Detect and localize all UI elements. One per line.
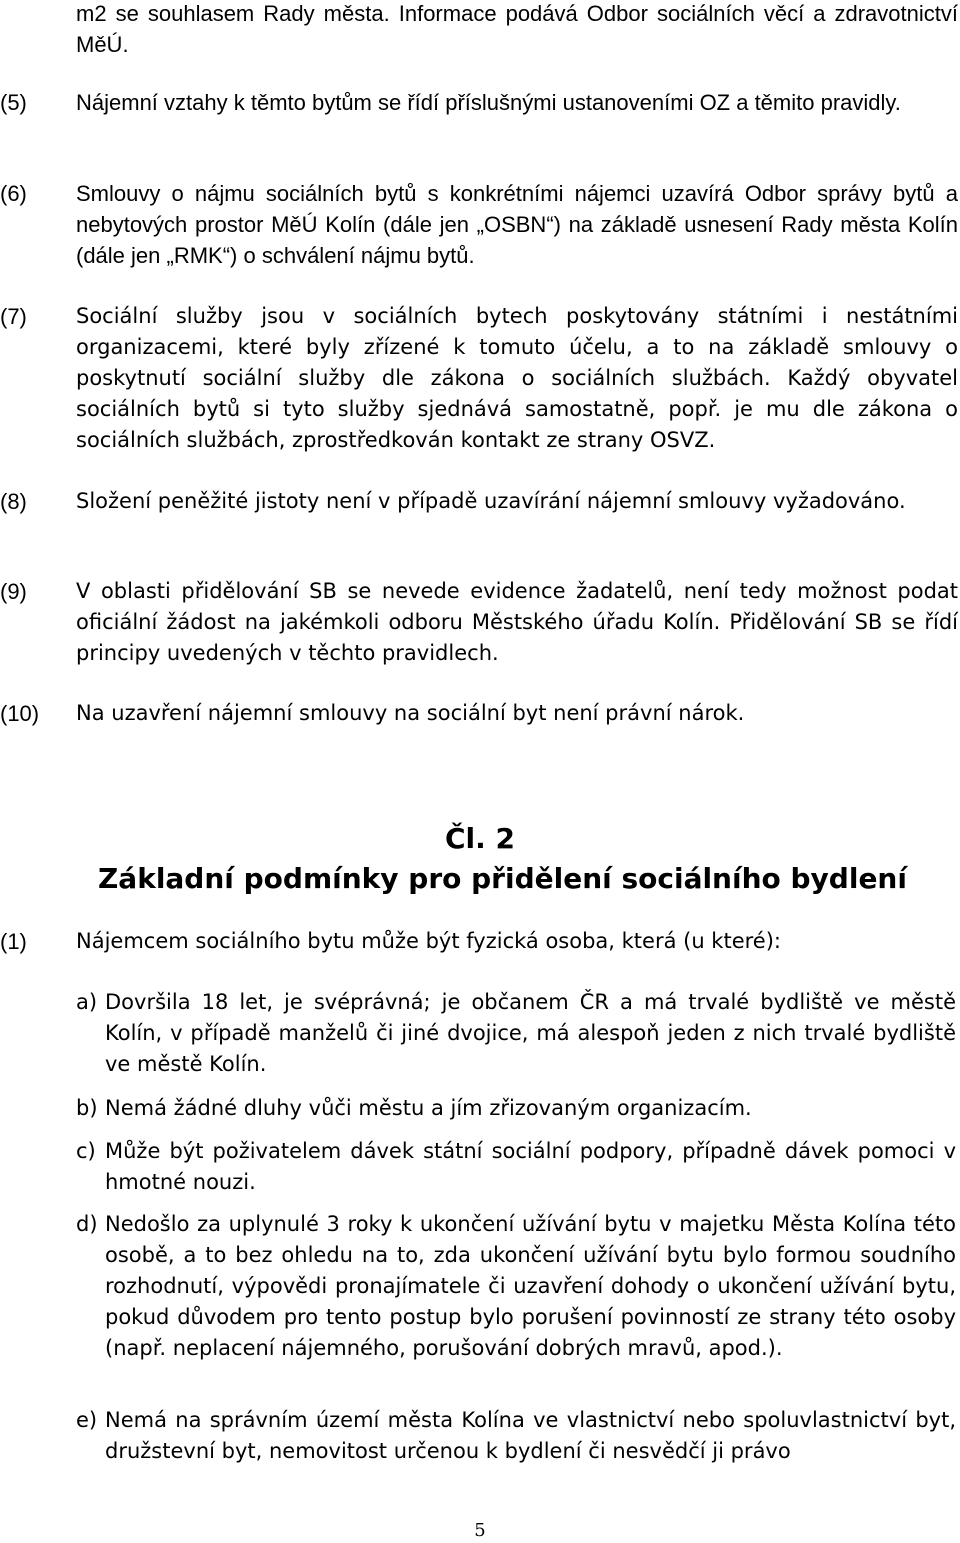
list-item-text: Nemá žádné dluhy vůči městu a jím zřizovaným organizacím. [105,1096,752,1120]
article-title: Základní podmínky pro přidělení sociálního bydlení [98,862,907,895]
paragraph-5 [0,87,960,149]
paragraph-8 [0,486,960,548]
page-number: 5 [474,1520,486,1541]
list-item-letter: d) [76,1212,98,1236]
paragraph-text: Nájemcem sociálního bytu může být fyzická osoba, která (u které): [76,929,781,953]
paragraph-text: Sociální služby jsou v sociálních bytech poskytovány státními i nestátními organizacemi, které byly zřízené k tomuto účelu, a to na základě smlouvy o poskytnutí sociální služby dle zákona o sociálních službách. Každý obyvatel sociálních bytů si tyto služby sjednává samostatně, popř. je mu dle zákona o sociálních službách, zprostředkován kontakt ze strany OSVZ. [76,304,958,452]
article-number: Čl. 2 [444,822,515,855]
paragraph-number: (1) [0,929,27,954]
list-item-letter: c) [76,1139,96,1163]
paragraph-continuation [0,0,960,62]
paragraph-9 [0,576,960,669]
paragraph-6 [0,178,960,271]
paragraph-number: (7) [0,304,27,329]
paragraph-2-1 [0,926,960,957]
paragraph-text: Složení peněžité jistoty není v případě uzavírání nájemní smlouvy vyžadováno. [76,489,906,513]
paragraph-number: (9) [0,579,27,604]
paragraph-text: V oblasti přidělování SB se nevede evidence žadatelů, není tedy možnost podat oficiální žádost na jakémkoli odboru Městského úřadu Kolín. Přidělování SB se řídí principy uvedených v těchto pravidlech. [76,579,958,665]
list-item-c [76,1136,958,1198]
paragraph-number: (5) [0,90,27,115]
list-item-text: Nemá na správním území města Kolína ve vlastnictví nebo spoluvlastnictví byt, družstevní byt, nemovitost určenou k bydlení či nesvědčí ji právo [105,1408,956,1463]
paragraph-text: Nájemní vztahy k těmto bytům se řídí příslušnými ustanoveními OZ a těmito pravidly. [76,90,901,115]
list-item-letter: e) [76,1408,98,1432]
list-item-e [76,1405,958,1467]
paragraph-number: (8) [0,489,27,514]
paragraph-text: m2 se souhlasem Rady města. Informace podává Odbor sociálních věcí a zdravotnictví MěÚ. [76,1,958,57]
list-item-text: Dovršila 18 let, je svéprávná; je občanem ČR a má trvalé bydliště ve městě Kolín, v případě manželů či jiné dvojice, má alespoň jeden z nich trvalé bydliště ve městě Kolín. [105,990,956,1076]
list-item-text: Může být poživatelem dávek státní sociální podpory, případně dávek pomoci v hmotné nouzi. [105,1139,956,1194]
list-item-letter: a) [76,990,98,1014]
paragraph-number: (10) [0,701,40,726]
paragraph-number: (6) [0,181,27,206]
paragraph-text: Na uzavření nájemní smlouvy na sociální byt není právní nárok. [76,701,745,725]
list-item-letter: b) [76,1096,98,1120]
list-item-text: Nedošlo za uplynulé 3 roky k ukončení užívání bytu v majetku Města Kolína této osobě, a to bez ohledu na to, zda ukončení užívání bytu bylo formou soudního rozhodnutí, výpovědi pronajímatele či uzavření dohody o ukončení užívání bytu, pokud důvodem pro tento postup bylo porušení povinností ze strany této osoby (např. neplacení nájemného, porušování dobrých mravů, apod.). [105,1212,956,1360]
paragraph-text: Smlouvy o nájmu sociálních bytů s konkrétními nájemci uzavírá Odbor správy bytů a nebytových prostor MěÚ Kolín (dále jen „OSBN“) na základě usnesení Rady města Kolín (dále jen „RMK“) o schválení nájmu bytů. [76,181,958,268]
paragraph-7 [0,301,960,456]
list-item-b [76,1093,958,1124]
list-item-a [76,987,958,1080]
list-item-d [76,1209,958,1395]
paragraph-10 [0,698,960,729]
